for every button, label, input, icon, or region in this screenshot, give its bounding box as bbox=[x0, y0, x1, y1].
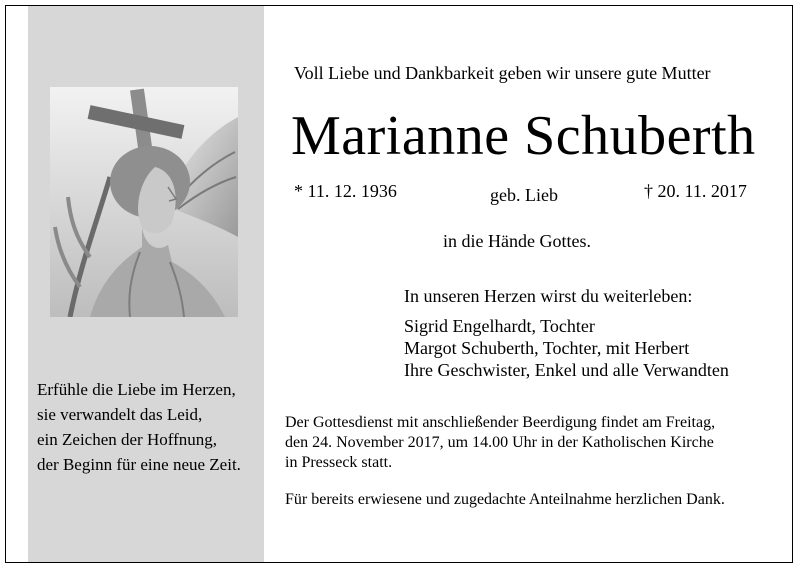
poem-line: der Beginn für eine neue Zeit. bbox=[37, 455, 241, 474]
mourner-line: Ihre Geschwister, Enkel und alle Verwandten bbox=[404, 360, 729, 380]
service-line: den 24. November 2017, um 14.00 Uhr in der Katholischen Kirche bbox=[285, 434, 714, 451]
poem-line: Erfühle die Liebe im Herzen, bbox=[37, 380, 236, 399]
mourner-line: Margot Schuberth, Tochter, mit Herbert bbox=[404, 338, 690, 358]
thanks-text: Für bereits erwiesene und zugedachte Anteilnahme herzlichen Dank. bbox=[285, 491, 725, 508]
service-line: in Presseck statt. bbox=[285, 454, 393, 471]
intro-text: Voll Liebe und Dankbarkeit geben wir unsere gute Mutter bbox=[294, 63, 711, 83]
angel-relief-image bbox=[50, 87, 238, 317]
death-date: † 20. 11. 2017 bbox=[644, 181, 747, 201]
birth-date: * 11. 12. 1936 bbox=[294, 181, 397, 201]
service-line: Der Gottesdienst mit anschließender Beerdigung findet am Freitag, bbox=[285, 414, 716, 431]
mourner-line: Sigrid Engelhardt, Tochter bbox=[404, 316, 595, 336]
poem-line: sie verwandelt das Leid, bbox=[37, 405, 203, 424]
deceased-name: Marianne Schuberth bbox=[291, 105, 756, 167]
maiden-name: geb. Lieb bbox=[490, 185, 558, 205]
poem bbox=[37, 377, 241, 477]
poem-line: ein Zeichen der Hoffnung, bbox=[37, 430, 218, 449]
hearts-text: In unseren Herzen wirst du weiterleben: bbox=[404, 286, 693, 306]
mourners-list bbox=[404, 315, 729, 381]
hands-text: in die Hände Gottes. bbox=[443, 231, 591, 251]
service-info bbox=[285, 413, 715, 473]
